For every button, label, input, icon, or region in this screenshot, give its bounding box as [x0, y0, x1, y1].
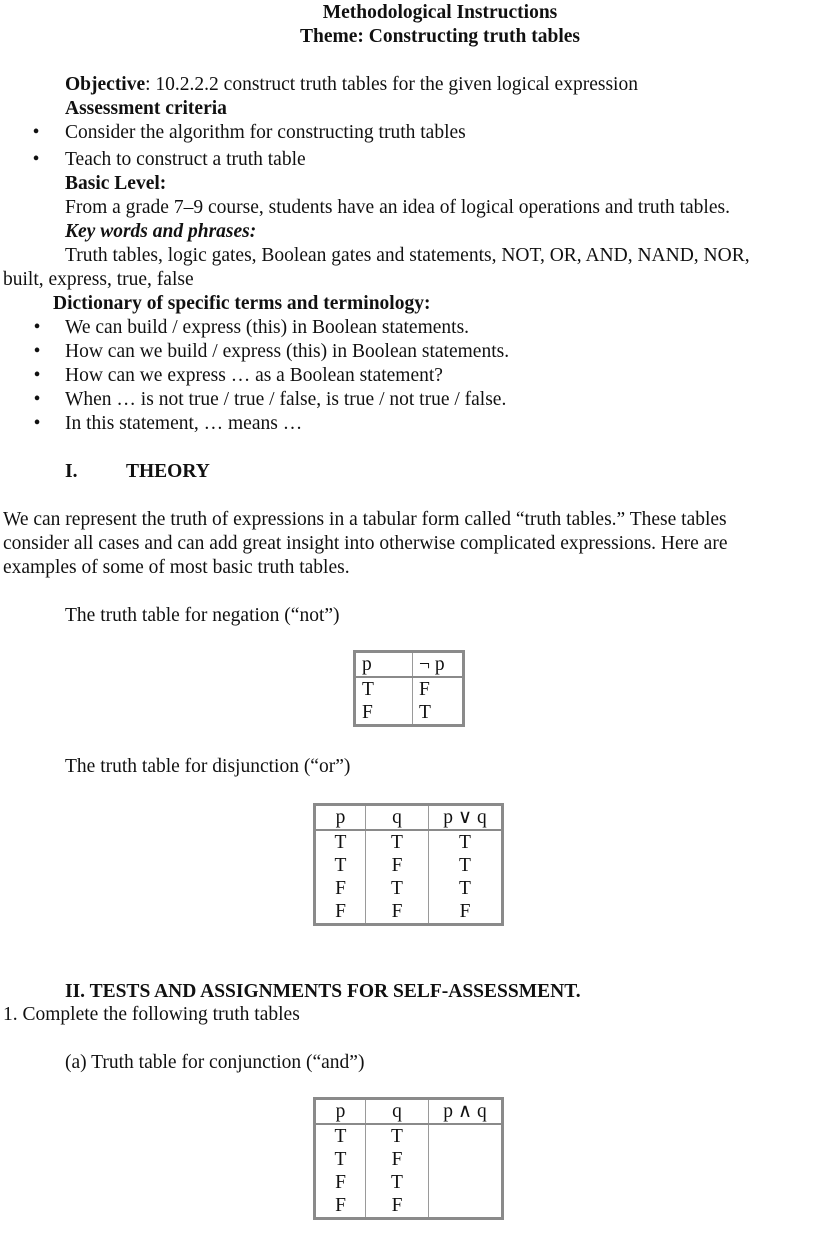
theme-line	[0, 25, 816, 49]
assessment-item: Consider the algorithm for constructing truth tables	[65, 122, 466, 143]
basic-level-heading: Basic Level:	[65, 173, 167, 194]
dictionary-item: In this statement, … means …	[65, 413, 303, 434]
table-cell: F	[315, 1171, 366, 1194]
bullet-icon: •	[33, 341, 41, 362]
basic-level-text: From a grade 7–9 course, students have an idea of logical operations and truth tables.	[65, 197, 730, 218]
theory-heading: THEORY	[126, 461, 210, 482]
table-header-row	[315, 1099, 503, 1125]
table-cell: T	[315, 1124, 366, 1148]
table-cell: T	[366, 877, 429, 900]
table-cell: T	[429, 830, 503, 854]
bullet-icon: •	[32, 122, 40, 143]
table-cell: F	[315, 877, 366, 900]
dictionary-heading: Dictionary of specific terms and terminology:	[53, 293, 431, 314]
table-cell: F	[366, 1194, 429, 1219]
table-header-cell: p ∧ q	[429, 1099, 503, 1125]
negation-caption: The truth table for negation (“not”)	[65, 605, 340, 626]
table-cell: T	[366, 1171, 429, 1194]
theory-number: I.	[65, 461, 78, 482]
theme-label: Theme	[299, 26, 358, 47]
conjunction-caption: (a) Truth table for conjunction (“and”)	[65, 1052, 365, 1073]
table-header-cell: p	[315, 805, 366, 831]
table-cell: T	[429, 854, 503, 877]
table-header-cell: ¬ p	[413, 652, 464, 678]
dictionary-item: When … is not true / true / false, is true / not true / false.	[65, 389, 507, 410]
answer-cell[interactable]	[429, 1124, 503, 1148]
table-header-cell: p	[315, 1099, 366, 1125]
table-cell: T	[413, 701, 464, 726]
table-row	[315, 854, 503, 877]
table-cell: F	[366, 1148, 429, 1171]
keywords-heading: Key words and phrases:	[65, 221, 257, 242]
table-header-cell: p ∨ q	[429, 805, 503, 831]
table-row	[315, 1148, 503, 1171]
table-header-row	[315, 805, 503, 831]
theory-paragraph-line: examples of some of most basic truth tables.	[3, 557, 350, 578]
table-cell: F	[366, 854, 429, 877]
assessment-item: Teach to construct a truth table	[65, 149, 306, 170]
table-cell: F	[315, 1194, 366, 1219]
table-cell: F	[366, 900, 429, 925]
objective-value: : 10.2.2.2 construct truth tables for the given logical expression	[145, 74, 638, 95]
table-row	[315, 877, 503, 900]
dictionary-item: How can we express … as a Boolean statement?	[65, 365, 443, 386]
bullet-icon: •	[33, 365, 41, 386]
task-1: 1. Complete the following truth tables	[3, 1004, 300, 1025]
table-cell: T	[355, 677, 413, 701]
bullet-icon: •	[33, 413, 41, 434]
table-cell: F	[315, 900, 366, 925]
negation-table	[353, 650, 465, 727]
document-title: Methodological Instructions	[322, 2, 558, 23]
table-header-cell: q	[366, 1099, 429, 1125]
table-row	[355, 701, 464, 726]
disjunction-caption: The truth table for disjunction (“or”)	[65, 756, 351, 777]
theory-paragraph-line: We can represent the truth of expressions in a tabular form called “truth tables.” These tables	[3, 509, 727, 530]
table-row	[355, 677, 464, 701]
table-cell: F	[429, 900, 503, 925]
answer-cell[interactable]	[429, 1194, 503, 1219]
table-cell: T	[366, 1124, 429, 1148]
bullet-icon: •	[32, 149, 40, 170]
bullet-icon: •	[33, 389, 41, 410]
table-row	[315, 830, 503, 854]
table-cell: T	[315, 1148, 366, 1171]
table-row	[315, 1171, 503, 1194]
disjunction-table	[313, 803, 504, 926]
tests-heading: II. TESTS AND ASSIGNMENTS FOR SELF-ASSESSMENT.	[65, 981, 581, 1002]
table-cell: F	[355, 701, 413, 726]
keywords-line1: Truth tables, logic gates, Boolean gates and statements, NOT, OR, AND, NAND, NOR,	[65, 245, 750, 266]
theme-value: : Constructing truth tables	[357, 26, 581, 47]
table-row	[315, 900, 503, 925]
objective-line	[65, 73, 638, 97]
dictionary-item: We can build / express (this) in Boolean statements.	[65, 317, 470, 338]
table-cell: T	[429, 877, 503, 900]
objective-label: Objective	[65, 74, 146, 95]
table-cell: F	[413, 677, 464, 701]
table-header-cell: q	[366, 805, 429, 831]
assessment-heading: Assessment criteria	[65, 98, 227, 119]
table-cell: T	[315, 830, 366, 854]
keywords-line2: built, express, true, false	[3, 269, 194, 290]
table-cell: T	[315, 854, 366, 877]
table-header-cell: p	[355, 652, 413, 678]
table-header-row	[355, 652, 464, 678]
theory-paragraph-line: consider all cases and can add great insight into otherwise complicated expressions. Here are	[3, 533, 728, 554]
conjunction-table	[313, 1097, 504, 1220]
answer-cell[interactable]	[429, 1148, 503, 1171]
table-cell: T	[366, 830, 429, 854]
table-row	[315, 1194, 503, 1219]
answer-cell[interactable]	[429, 1171, 503, 1194]
bullet-icon: •	[33, 317, 41, 338]
dictionary-item: How can we build / express (this) in Boolean statements.	[65, 341, 510, 362]
table-row	[315, 1124, 503, 1148]
